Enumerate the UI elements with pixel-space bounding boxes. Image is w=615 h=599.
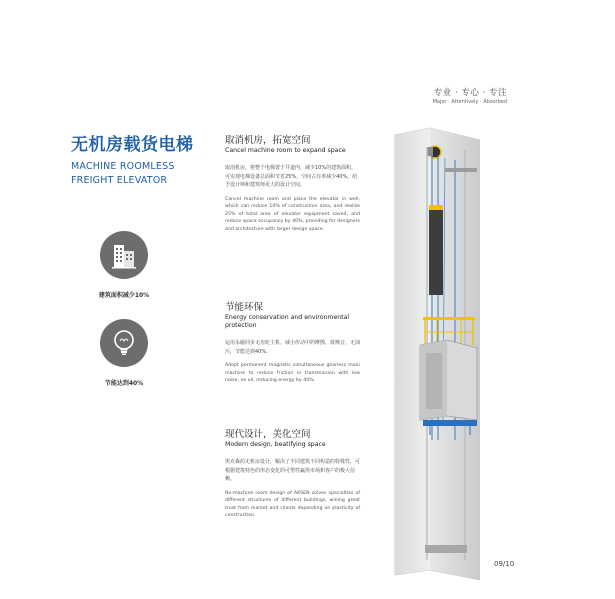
title-cn: 无机房载货电梯 [71, 135, 194, 155]
page-title [71, 130, 194, 188]
building-icon [100, 231, 148, 279]
tagline [433, 86, 507, 105]
title-en [71, 160, 194, 188]
tagline-en: Major · Attentively · Absorbed [432, 99, 507, 105]
elevator-shaft-illustration [385, 120, 480, 580]
title-en-line2: FREIGHT ELEVATOR [71, 175, 168, 186]
energy-badge-label: 节能达到40% [104, 380, 144, 387]
section-body-en: Cancel machine room and place the elevator in well, which can reduce 10% of construction area, and realize 25% of total area of elevator equipment saved, and reduce space occupancy by 40%, providing for designers and architecture with larger design space. [225, 196, 360, 232]
section-heading-cn: 节能环保 [225, 302, 264, 313]
area-badge-label: 建筑面积减少10% [98, 292, 150, 299]
lightbulb-icon [100, 319, 148, 367]
section-energy-conservation [225, 299, 360, 385]
section-modern-design [225, 426, 360, 520]
section-heading-en: Modern design, beatifying space [225, 441, 326, 448]
page-number: 09/10 [494, 560, 515, 568]
section-heading-cn: 现代设计，美化空间 [225, 429, 311, 440]
section-cancel-machine-room [225, 132, 360, 233]
tagline-cn: 专业 · 专心 · 专注 [433, 88, 507, 98]
section-body-cn: 埃克森的无机房设计，解决了不同建筑不同构造的特殊性，可根据建筑特色的形态变化的可塑性赢得市场和客户的极大信赖。 [225, 459, 361, 482]
section-heading-en: Cancel machine room to expand space [225, 147, 346, 154]
section-heading-cn: 取消机房，拓宽空间 [225, 135, 311, 146]
section-body-en: No-machine room design of AKSEN solves specialties of different structures of different buildings, wining great trust from market and clients depending on plasticity of construction. [225, 490, 360, 519]
area-badge [100, 231, 148, 279]
energy-badge [100, 319, 148, 367]
title-en-line1: MACHINE ROOMLESS [71, 161, 175, 172]
section-heading-en: Energy conservation and environmental protection [225, 314, 350, 329]
section-body-cn: 运用永磁同步无齿轮主机，减小传动中的摩擦，低噪音，无油污，节能达到40%。 [225, 340, 361, 355]
section-body-en: Adopt permanent magnetic simultaneous gearless main machine to reduce friction in transmission with low noise, no oil, reducing energy by 40%. [225, 363, 360, 384]
section-body-cn: 取消机房，将整个电梯置于井道内，减少10%的建筑面积，可实现电梯设备总面积节省25%，空间占有率减少40%，给予设计师和建筑师更大的设计空间。 [225, 165, 358, 188]
